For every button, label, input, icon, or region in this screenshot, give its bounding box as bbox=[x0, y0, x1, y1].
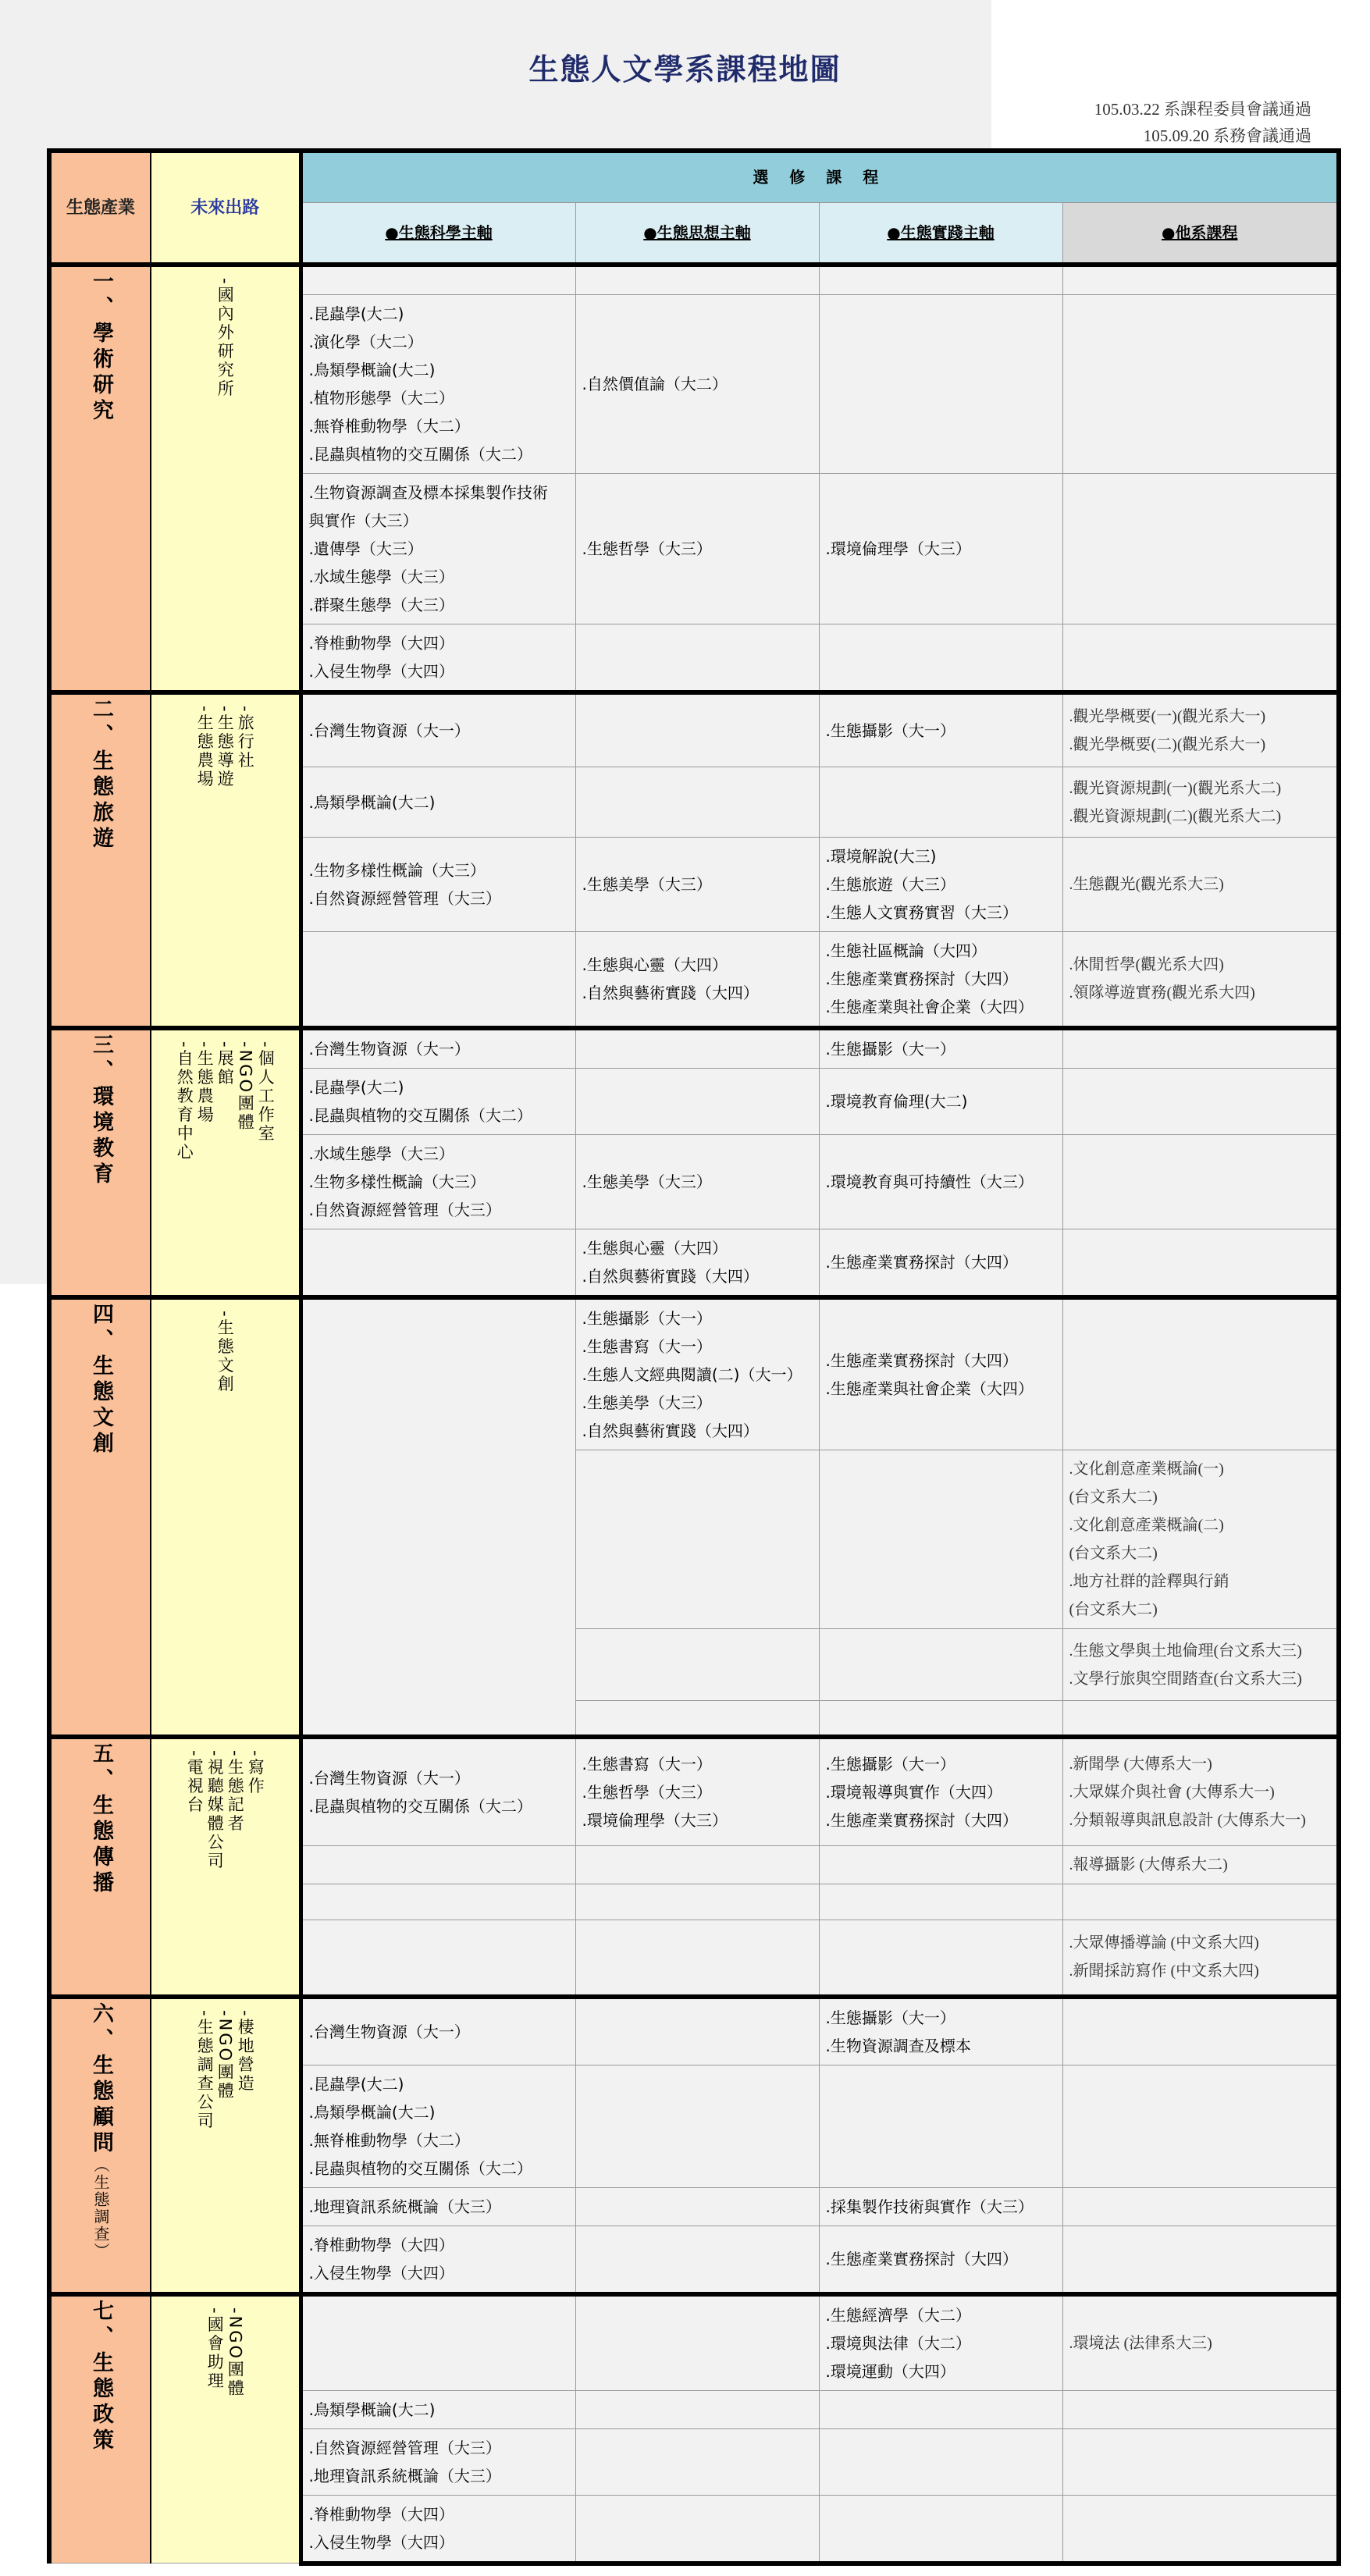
course-item: .生態美學（大三） bbox=[582, 1172, 712, 1191]
career-item: -展館 bbox=[215, 1041, 235, 1087]
thought-axis-cell bbox=[575, 692, 819, 767]
industry-label: 六、生態顧問（生態調查） bbox=[49, 1997, 151, 2294]
thought-axis-cell bbox=[575, 1229, 819, 1298]
industry-label: 二、生態旅遊 bbox=[49, 692, 151, 1029]
career-item: -旅行社 bbox=[236, 705, 255, 770]
career-item: -視聽媒體公司 bbox=[205, 1749, 225, 1871]
industry-label: 五、生態傳播 bbox=[49, 1737, 151, 1997]
course-item: .文化創意產業概論(二) bbox=[1069, 1517, 1224, 1534]
course-item: .生物資源調查及標本採集製作技術 bbox=[308, 482, 548, 502]
course-item: .無脊椎動物學（大二） bbox=[308, 2130, 470, 2150]
practice-axis-cell bbox=[819, 767, 1062, 838]
career-item: -國內外研究所 bbox=[215, 278, 235, 399]
other-dept-cell bbox=[1062, 1737, 1339, 1846]
course-item: .環境報導與實作（大四） bbox=[825, 1782, 1002, 1802]
course-item: .生態美學（大三） bbox=[582, 1393, 712, 1412]
other-dept-cell bbox=[1062, 1028, 1339, 1069]
header-elective: 選 修 課 程 bbox=[301, 151, 1339, 202]
practice-axis-cell bbox=[819, 2428, 1062, 2495]
practice-axis-cell bbox=[819, 838, 1062, 932]
science-axis-cell bbox=[301, 1884, 575, 1920]
other-dept-cell bbox=[1062, 2226, 1339, 2294]
course-item: .遺傳學（大三） bbox=[308, 539, 423, 558]
other-dept-cell bbox=[1062, 1884, 1339, 1920]
course-item: .台灣生物資源（大一） bbox=[308, 720, 470, 740]
course-item: .演化學（大二） bbox=[308, 332, 423, 351]
practice-axis-cell bbox=[819, 1135, 1062, 1229]
course-item: .入侵生物學（大四） bbox=[308, 661, 454, 681]
course-item: .生態產業實務探討（大四） bbox=[825, 1810, 1018, 1830]
course-item: .環境解說(大三) bbox=[825, 847, 937, 866]
course-item: .生態旅遊（大三） bbox=[825, 875, 955, 894]
science-axis-cell bbox=[301, 1229, 575, 1298]
thought-axis-cell bbox=[575, 1737, 819, 1846]
course-item: .群聚生態學（大三） bbox=[308, 595, 454, 614]
course-item: .新聞學 (大傳系大一) bbox=[1069, 1755, 1212, 1773]
practice-axis-cell bbox=[819, 265, 1062, 294]
science-axis-cell bbox=[301, 2065, 575, 2187]
future-careers bbox=[151, 1297, 301, 1737]
other-dept-cell bbox=[1062, 767, 1339, 838]
career-item: -生態農場 bbox=[195, 1041, 215, 1125]
thought-axis-cell bbox=[575, 1846, 819, 1884]
career-item: -NGO團體 bbox=[226, 2307, 245, 2398]
course-item: .生物多樣性概論（大三） bbox=[308, 1172, 486, 1191]
practice-axis-cell bbox=[819, 2187, 1062, 2226]
course-item: .昆蟲與植物的交互關係（大二） bbox=[308, 2158, 532, 2178]
course-item: (台文系大二) bbox=[1069, 1545, 1158, 1562]
course-item: .分類報導與訊息設計 (大傳系大一) bbox=[1069, 1811, 1306, 1829]
course-item: .自然資源經營管理（大三） bbox=[308, 2438, 501, 2457]
course-item: .生態哲學（大三） bbox=[582, 1782, 712, 1802]
thought-axis-cell bbox=[575, 932, 819, 1029]
course-item: .地方社群的詮釋與行銷 bbox=[1069, 1573, 1229, 1590]
course-item: (台文系大二) bbox=[1069, 1489, 1158, 1506]
other-dept-cell bbox=[1062, 2495, 1339, 2564]
header-axis-other: ●他系課程 bbox=[1062, 202, 1339, 265]
practice-axis-cell bbox=[819, 2226, 1062, 2294]
practice-axis-cell bbox=[819, 1069, 1062, 1135]
course-item: .自然與藝術實踐（大四） bbox=[582, 1267, 759, 1286]
practice-axis-cell bbox=[819, 692, 1062, 767]
course-item: .生態人文實務實習（大三） bbox=[825, 903, 1018, 922]
practice-axis-cell bbox=[819, 2065, 1062, 2187]
career-item: -寫作 bbox=[246, 1749, 265, 1796]
course-item: .環境倫理學（大三） bbox=[582, 1810, 728, 1830]
thought-axis-cell bbox=[575, 265, 819, 294]
science-axis-cell bbox=[301, 932, 575, 1029]
career-item: -電視台 bbox=[185, 1749, 205, 1815]
career-item: -棲地營造 bbox=[236, 2009, 255, 2094]
course-item: .水域生態學（大三） bbox=[308, 1144, 454, 1163]
course-item: .觀光學概要(二)(觀光系大一) bbox=[1069, 735, 1266, 753]
course-item: .生態與心靈（大四） bbox=[582, 1239, 728, 1258]
science-axis-cell bbox=[301, 294, 575, 473]
thought-axis-cell bbox=[575, 1028, 819, 1069]
course-item: .生物多樣性概論（大三） bbox=[308, 861, 486, 880]
industry-label: 四、生態文創 bbox=[49, 1297, 151, 1737]
industry-label: 七、生態政策 bbox=[49, 2294, 151, 2564]
course-item: .地理資訊系統概論（大三） bbox=[308, 2466, 501, 2485]
science-axis-cell bbox=[301, 473, 575, 624]
science-axis-cell bbox=[301, 1135, 575, 1229]
science-axis-cell bbox=[301, 1028, 575, 1069]
course-item: .觀光資源規劃(一)(觀光系大二) bbox=[1069, 779, 1282, 797]
practice-axis-cell bbox=[819, 1920, 1062, 1997]
thought-axis-cell bbox=[575, 1297, 819, 1450]
practice-axis-cell bbox=[819, 1997, 1062, 2065]
course-item: .生態攝影（大一） bbox=[825, 1040, 955, 1059]
practice-axis-cell bbox=[819, 1701, 1062, 1737]
science-axis-cell bbox=[301, 2495, 575, 2564]
course-item: .觀光學概要(一)(觀光系大一) bbox=[1069, 707, 1266, 725]
course-item: .生態美學（大三） bbox=[582, 875, 712, 894]
other-dept-cell bbox=[1062, 624, 1339, 692]
practice-axis-cell bbox=[819, 1450, 1062, 1629]
course-item: .昆蟲與植物的交互關係（大二） bbox=[308, 1106, 532, 1125]
science-axis-cell bbox=[301, 2294, 575, 2391]
course-item: .鳥類學概論(大二) bbox=[308, 792, 436, 812]
thought-axis-cell bbox=[575, 624, 819, 692]
course-item: .採集製作技術與實作（大三） bbox=[825, 2197, 1034, 2216]
science-axis-cell bbox=[301, 2226, 575, 2294]
other-dept-cell bbox=[1062, 2428, 1339, 2495]
career-item: -生態記者 bbox=[226, 1749, 245, 1834]
practice-axis-cell bbox=[819, 932, 1062, 1029]
other-dept-cell bbox=[1062, 2294, 1339, 2391]
other-dept-cell bbox=[1062, 294, 1339, 473]
career-item: -NGO團體 bbox=[236, 1041, 255, 1133]
science-axis-cell bbox=[301, 2187, 575, 2226]
other-dept-cell bbox=[1062, 1135, 1339, 1229]
header-future: 未來出路 bbox=[151, 151, 301, 265]
science-axis-cell bbox=[301, 838, 575, 932]
practice-axis-cell bbox=[819, 1028, 1062, 1069]
course-item: .無脊椎動物學（大二） bbox=[308, 416, 470, 436]
course-item: .生態攝影（大一） bbox=[825, 2008, 955, 2027]
thought-axis-cell bbox=[575, 1135, 819, 1229]
header-industry: 生態產業 bbox=[49, 151, 151, 265]
science-axis-cell bbox=[301, 1846, 575, 1884]
practice-axis-cell bbox=[819, 1846, 1062, 1884]
course-item: .環境運動（大四） bbox=[825, 2361, 955, 2381]
thought-axis-cell bbox=[575, 2226, 819, 2294]
course-item: .大眾媒介與社會 (大傳系大一) bbox=[1069, 1783, 1275, 1801]
industry-label: 一、學術研究 bbox=[49, 265, 151, 692]
course-item: .台灣生物資源（大一） bbox=[308, 1768, 470, 1788]
thought-axis-cell bbox=[575, 1997, 819, 2065]
header-axis-science: ●生態科學主軸 bbox=[301, 202, 575, 265]
other-dept-cell bbox=[1062, 1997, 1339, 2065]
course-item: .生態產業與社會企業（大四） bbox=[825, 998, 1034, 1016]
course-item: .新聞採訪寫作 (中文系大四) bbox=[1069, 1962, 1259, 1980]
other-dept-cell bbox=[1062, 932, 1339, 1029]
course-item: .地理資訊系統概論（大三） bbox=[308, 2197, 501, 2216]
other-dept-cell bbox=[1062, 838, 1339, 932]
course-item: .生態產業實務探討（大四） bbox=[825, 1351, 1018, 1370]
career-item: -生態調查公司 bbox=[195, 2009, 215, 2131]
science-axis-cell bbox=[301, 1069, 575, 1135]
course-item: .生態產業與社會企業（大四） bbox=[825, 1379, 1034, 1398]
other-dept-cell bbox=[1062, 2390, 1339, 2428]
curriculum-map-table bbox=[47, 148, 1341, 2566]
course-item: .生態產業實務探討（大四） bbox=[825, 970, 1018, 988]
course-item: .脊椎動物學（大四） bbox=[308, 633, 454, 653]
thought-axis-cell bbox=[575, 2390, 819, 2428]
course-item: .環境教育倫理(大二) bbox=[825, 1092, 968, 1111]
other-dept-cell bbox=[1062, 1297, 1339, 1450]
science-axis-cell bbox=[301, 692, 575, 767]
practice-axis-cell bbox=[819, 294, 1062, 473]
course-item: .脊椎動物學（大四） bbox=[308, 2235, 454, 2254]
science-axis-cell bbox=[301, 1737, 575, 1846]
practice-axis-cell bbox=[819, 2390, 1062, 2428]
future-careers bbox=[151, 265, 301, 692]
future-careers bbox=[151, 1737, 301, 1997]
thought-axis-cell bbox=[575, 2065, 819, 2187]
thought-axis-cell bbox=[575, 2294, 819, 2391]
course-item: .生態與心靈（大四） bbox=[582, 955, 728, 974]
science-axis-cell bbox=[301, 2390, 575, 2428]
other-dept-cell bbox=[1062, 1701, 1339, 1737]
course-item: .鳥類學概論(大二) bbox=[308, 2400, 436, 2419]
course-item: .休閒哲學(觀光系大四) bbox=[1069, 956, 1224, 973]
other-dept-cell bbox=[1062, 1846, 1339, 1884]
course-item: .文化創意產業概論(一) bbox=[1069, 1461, 1224, 1478]
course-item: .生物資源調查及標本 bbox=[825, 2036, 971, 2055]
science-axis-cell bbox=[301, 1997, 575, 2065]
course-item: .生態攝影（大一） bbox=[825, 1754, 955, 1774]
course-item: .鳥類學概論(大二) bbox=[308, 360, 436, 379]
approval-note: 105.09.20 系務會議通過 bbox=[1143, 126, 1311, 145]
other-dept-cell bbox=[1062, 473, 1339, 624]
other-dept-cell bbox=[1062, 2187, 1339, 2226]
career-item: -自然教育中心 bbox=[175, 1041, 194, 1162]
practice-axis-cell bbox=[819, 1229, 1062, 1298]
practice-axis-cell bbox=[819, 1884, 1062, 1920]
course-item: .台灣生物資源（大一） bbox=[308, 1040, 470, 1059]
other-dept-cell bbox=[1062, 692, 1339, 767]
career-item: -NGO團體 bbox=[215, 2009, 235, 2101]
course-item: .生態觀光(觀光系大三) bbox=[1069, 876, 1224, 893]
future-careers bbox=[151, 692, 301, 1029]
future-careers bbox=[151, 1028, 301, 1297]
header-axis-thought: ●生態思想主軸 bbox=[575, 202, 819, 265]
course-item: .生態文學與土地倫理(台文系大三) bbox=[1069, 1642, 1302, 1660]
other-dept-cell bbox=[1062, 1920, 1339, 1997]
industry-sublabel: （生態調查） bbox=[91, 2156, 110, 2260]
course-item: .生態書寫（大一） bbox=[582, 1337, 712, 1356]
course-item: .生態社區概論（大四） bbox=[825, 941, 987, 960]
thought-axis-cell bbox=[575, 2495, 819, 2564]
other-dept-cell bbox=[1062, 1450, 1339, 1629]
course-item: .入侵生物學（大四） bbox=[308, 2263, 454, 2282]
future-careers bbox=[151, 2294, 301, 2564]
career-item: -生態導遊 bbox=[215, 705, 235, 789]
course-item: .昆蟲學(大二) bbox=[308, 304, 404, 323]
course-item: .生態攝影（大一） bbox=[825, 720, 955, 740]
course-item: .昆蟲與植物的交互關係（大二） bbox=[308, 1796, 532, 1816]
course-item: .觀光資源規劃(二)(觀光系大二) bbox=[1069, 807, 1282, 825]
thought-axis-cell bbox=[575, 2428, 819, 2495]
course-item: .自然資源經營管理（大三） bbox=[308, 1201, 501, 1219]
thought-axis-cell bbox=[575, 838, 819, 932]
course-item: .鳥類學概論(大二) bbox=[308, 2102, 436, 2122]
science-axis-cell bbox=[301, 767, 575, 838]
course-item: .自然與藝術實踐（大四） bbox=[582, 1421, 759, 1440]
course-item: .自然資源經營管理（大三） bbox=[308, 889, 501, 908]
career-item: -國會助理 bbox=[205, 2307, 225, 2391]
course-item: .脊椎動物學（大四） bbox=[308, 2504, 454, 2524]
career-item: -生態文創 bbox=[215, 1311, 235, 1394]
page-title: 生態人文學系課程地圖 bbox=[528, 52, 842, 87]
course-item: .植物形態學（大二） bbox=[308, 388, 454, 407]
science-axis-cell bbox=[301, 1920, 575, 1997]
science-axis-cell bbox=[301, 624, 575, 692]
thought-axis-cell bbox=[575, 1920, 819, 1997]
practice-axis-cell bbox=[819, 1297, 1062, 1450]
course-item: .生態產業實務探討（大四） bbox=[825, 2249, 1018, 2268]
other-dept-cell bbox=[1062, 1229, 1339, 1298]
thought-axis-cell bbox=[575, 294, 819, 473]
other-dept-cell bbox=[1062, 1069, 1339, 1135]
practice-axis-cell bbox=[819, 2294, 1062, 2391]
career-item: -生態農場 bbox=[195, 705, 215, 789]
practice-axis-cell bbox=[819, 1629, 1062, 1701]
course-item: 與實作（大三） bbox=[308, 511, 418, 530]
course-item: .自然價值論（大二） bbox=[582, 374, 728, 393]
course-item: (台文系大二) bbox=[1069, 1601, 1158, 1618]
thought-axis-cell bbox=[575, 1069, 819, 1135]
other-dept-cell bbox=[1062, 2065, 1339, 2187]
course-item: .昆蟲學(大二) bbox=[308, 1078, 404, 1097]
science-axis-cell bbox=[301, 1297, 575, 1737]
thought-axis-cell bbox=[575, 1701, 819, 1737]
course-item: .入侵生物學（大四） bbox=[308, 2532, 454, 2552]
course-item: .昆蟲學(大二) bbox=[308, 2074, 404, 2094]
course-item: .環境教育與可持續性（大三） bbox=[825, 1172, 1034, 1191]
course-item: .生態人文經典閱讀(二)（大一） bbox=[582, 1365, 802, 1384]
science-axis-cell bbox=[301, 265, 575, 294]
practice-axis-cell bbox=[819, 624, 1062, 692]
practice-axis-cell bbox=[819, 1737, 1062, 1846]
course-item: .大眾傳播導論 (中文系大四) bbox=[1069, 1934, 1259, 1952]
course-item: .環境倫理學（大三） bbox=[825, 539, 971, 558]
science-axis-cell bbox=[301, 2428, 575, 2495]
course-item: .報導攝影 (大傳系大二) bbox=[1069, 1856, 1228, 1873]
course-item: .環境法 (法律系大三) bbox=[1069, 2334, 1212, 2352]
course-item: .昆蟲與植物的交互關係（大二） bbox=[308, 444, 532, 464]
thought-axis-cell bbox=[575, 2187, 819, 2226]
course-item: .生態哲學（大三） bbox=[582, 539, 712, 558]
course-item: .環境與法律（大二） bbox=[825, 2333, 971, 2353]
thought-axis-cell bbox=[575, 1629, 819, 1701]
approval-note: 105.03.22 系課程委員會議通過 bbox=[1094, 100, 1311, 119]
course-item: .領隊導遊實務(觀光系大四) bbox=[1069, 984, 1255, 1002]
course-item: .文學行旅與空間踏查(台文系大三) bbox=[1069, 1670, 1302, 1688]
thought-axis-cell bbox=[575, 473, 819, 624]
thought-axis-cell bbox=[575, 1450, 819, 1629]
other-dept-cell bbox=[1062, 265, 1339, 294]
thought-axis-cell bbox=[575, 1884, 819, 1920]
course-item: .生態經濟學（大二） bbox=[825, 2305, 971, 2325]
practice-axis-cell bbox=[819, 2495, 1062, 2564]
industry-label: 三、環境教育 bbox=[49, 1028, 151, 1297]
course-item: .生態攝影（大一） bbox=[582, 1309, 712, 1328]
career-item: -個人工作室 bbox=[256, 1041, 276, 1144]
course-item: .台灣生物資源（大一） bbox=[308, 2022, 470, 2041]
course-item: .生態產業實務探討（大四） bbox=[825, 1253, 1018, 1272]
header-axis-practice: ●生態實踐主軸 bbox=[819, 202, 1062, 265]
course-item: .自然與藝術實踐（大四） bbox=[582, 984, 759, 1002]
practice-axis-cell bbox=[819, 473, 1062, 624]
course-item: .生態書寫（大一） bbox=[582, 1754, 712, 1774]
future-careers bbox=[151, 1997, 301, 2294]
thought-axis-cell bbox=[575, 767, 819, 838]
course-item: .水域生態學（大三） bbox=[308, 567, 454, 586]
other-dept-cell bbox=[1062, 1629, 1339, 1701]
